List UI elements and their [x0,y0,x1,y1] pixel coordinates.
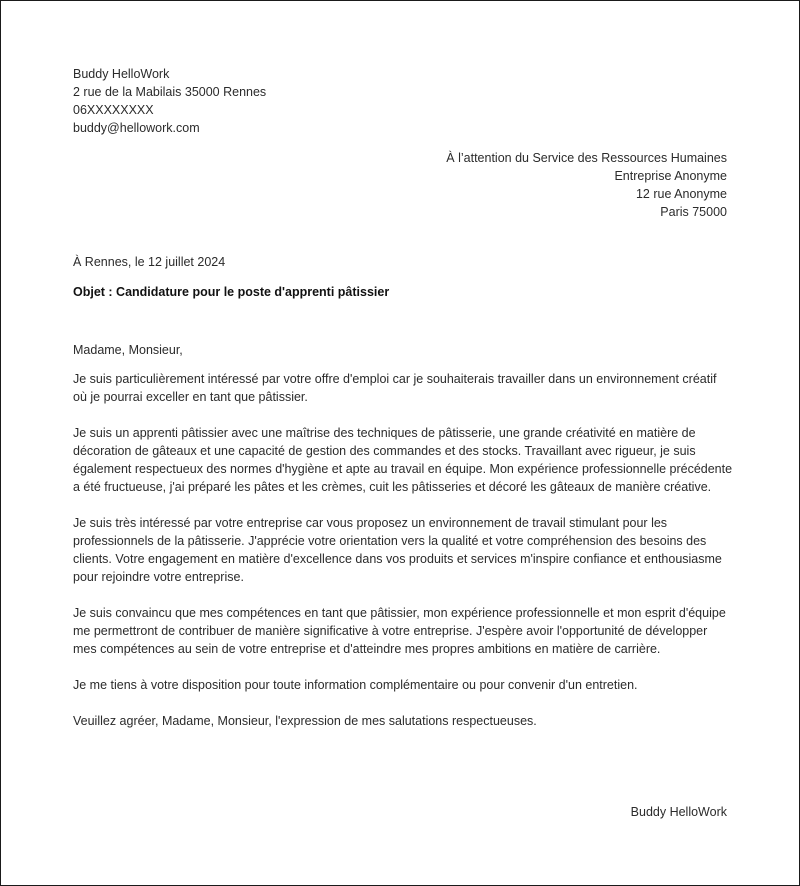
recipient-street: 12 rue Anonyme [635,187,727,201]
salutation: Madame, Monsieur, [73,343,183,357]
letter-subject: Objet : Candidature pour le poste d'apprenti pâtissier [73,285,390,299]
recipient-attention: À l’attention du Service des Ressources Humaines [446,151,727,165]
paragraph-company-interest: Je suis très intéressé par votre entreprise car vous proposez un environnement de travail stimulant pour les professionnels de la pâtisserie. J'apprécie votre orientation vers la qualité et votre compréhension des besoins des clients. Votre engagement en matière d'excellence dans vos produits et services m'inspire confiance et enthousiasme pour rejoindre votre entreprise. [73,516,722,584]
sender-address: 2 rue de la Mabilais 35000 Rennes [73,85,267,99]
sender-block [73,65,266,137]
sender-name: Buddy HelloWork [73,67,170,81]
closing-formula: Veuillez agréer, Madame, Monsieur, l'expression de mes salutations respectueuses. [73,714,537,728]
recipient-company: Entreprise Anonyme [614,169,727,183]
paragraph-contribution: Je suis convaincu que mes compétences en tant que pâtissier, mon expérience professionnelle et mon esprit d'équipe me permettront de contribuer de manière significative à votre entreprise. J'espère avoir l'opportunité de développer mes compétences au sein de votre entreprise et d'atteindre mes propres ambitions en matière de carrière. [73,606,726,656]
paragraph-motivation: Je suis particulièrement intéressé par votre offre d'emploi car je souhaiterais travailler dans un environnement créatif où je pourrai exceller en tant que pâtissier. [73,372,717,404]
paragraph-availability: Je me tiens à votre disposition pour toute information complémentaire ou pour convenir d'un entretien. [73,678,638,692]
signature: Buddy HelloWork [630,805,727,819]
paragraph-skills: Je suis un apprenti pâtissier avec une maîtrise des techniques de pâtisserie, une grande créativité en matière de décoration de gâteaux et une capacité de gestion des commandes et des stocks. Travaillant avec rigueur, je suis également respectueux des normes d'hygiène et apte au travail en équipe. Mon expérience professionnelle précédente a été fructueuse, j'ai préparé les pâtes et les crèmes, cuit les pâtisseries et décoré les gâteaux de manière créative. [73,426,733,494]
recipient-block [446,149,727,221]
place-date: À Rennes, le 12 juillet 2024 [73,255,226,269]
letter-body [73,341,733,730]
sender-email: buddy@hellowork.com [73,121,200,135]
recipient-city: Paris 75000 [660,205,727,219]
sender-phone: 06XXXXXXXX [73,103,154,117]
